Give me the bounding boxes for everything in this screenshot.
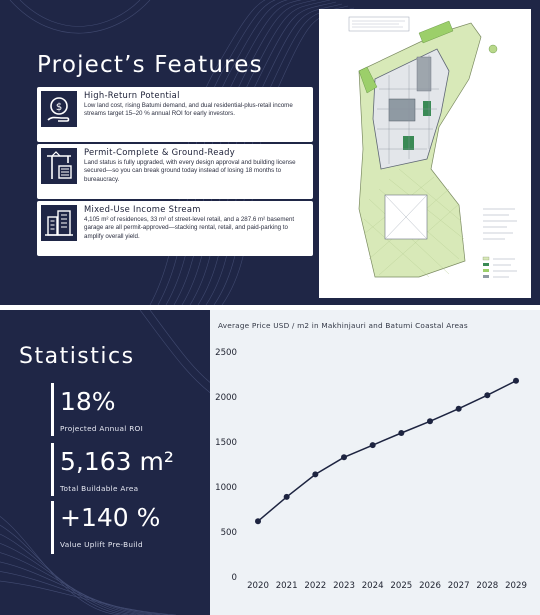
x-tick-label: 2024	[361, 581, 384, 591]
feature-title: Mixed-Use Income Stream	[84, 204, 201, 214]
price-chart	[210, 310, 540, 615]
x-tick-label: 2026	[419, 581, 441, 591]
stat-value-buildable-area: 5,163 m²	[60, 447, 174, 476]
stat-value-uplift: +140 %	[60, 503, 161, 532]
stat-value-roi: 18%	[60, 387, 116, 416]
statistics-title: Statistics	[19, 344, 135, 369]
features-title: Project’s Features	[37, 52, 263, 78]
svg-text:$: $	[55, 102, 63, 113]
data-point	[312, 471, 318, 477]
buildings-icon	[41, 205, 77, 241]
y-tick-label: 1000	[215, 483, 237, 493]
stat-label-roi: Projected Annual ROI	[60, 424, 144, 433]
statistics-panel	[0, 310, 210, 615]
stat-divider	[51, 443, 54, 496]
stat-divider	[51, 383, 54, 436]
feature-description: Land status is fully upgraded, with every design approval and building license secured—so you can break ground today instead of losing 18 months to bureaucracy.	[84, 159, 296, 183]
crane-icon	[41, 148, 77, 184]
x-tick-label: 2027	[447, 581, 470, 591]
stat-divider	[51, 501, 54, 554]
site-plan-image	[319, 9, 531, 298]
x-tick-label: 2023	[333, 581, 355, 591]
data-point	[398, 430, 404, 436]
x-tick-label: 2025	[390, 581, 413, 591]
feature-description: Low land cost, rising Batumi demand, and dual residential-plus-retail income streams target 15–20 % annual ROI for early investors.	[84, 102, 293, 118]
feature-card-high-return	[37, 87, 313, 142]
feature-title: Permit-Complete & Ground-Ready	[84, 147, 236, 157]
x-tick-label: 2028	[476, 581, 499, 591]
series-line	[258, 381, 516, 521]
data-point	[427, 418, 433, 424]
data-point	[456, 406, 462, 412]
line-chart	[210, 310, 540, 615]
data-point	[284, 494, 290, 500]
data-point	[255, 518, 261, 524]
x-tick-label: 2021	[275, 581, 298, 591]
y-tick-label: 2500	[215, 348, 237, 358]
money-bag-icon	[41, 91, 77, 127]
feature-card-mixed-use	[37, 201, 313, 256]
data-point	[341, 454, 347, 460]
chart-title: Average Price USD / m2 in Makhinjauri and Batumi Coastal Areas	[218, 321, 468, 330]
feature-description: 4,105 m² of residences, 33 m² of street-level retail, and a 287.6 m² basement garage are all permit-approved—stacking rental, retail, and paid-parking to amplify overall yield.	[84, 216, 295, 240]
x-tick-label: 2022	[304, 581, 327, 591]
data-point	[513, 378, 519, 384]
data-point	[484, 392, 490, 398]
features-panel	[0, 0, 540, 305]
feature-title: High-Return Potential	[84, 90, 180, 100]
data-point	[370, 442, 376, 448]
y-tick-label: 1500	[215, 438, 237, 448]
y-tick-label: 2000	[215, 393, 237, 403]
y-tick-label: 0	[231, 573, 237, 583]
x-tick-label: 2029	[505, 581, 527, 591]
y-tick-label: 500	[220, 528, 237, 538]
feature-card-permit-complete	[37, 144, 313, 199]
x-tick-label: 2020	[247, 581, 269, 591]
stat-label-buildable-area: Total Buildable Area	[60, 484, 139, 493]
stat-label-uplift: Value Uplift Pre-Build	[60, 540, 143, 549]
